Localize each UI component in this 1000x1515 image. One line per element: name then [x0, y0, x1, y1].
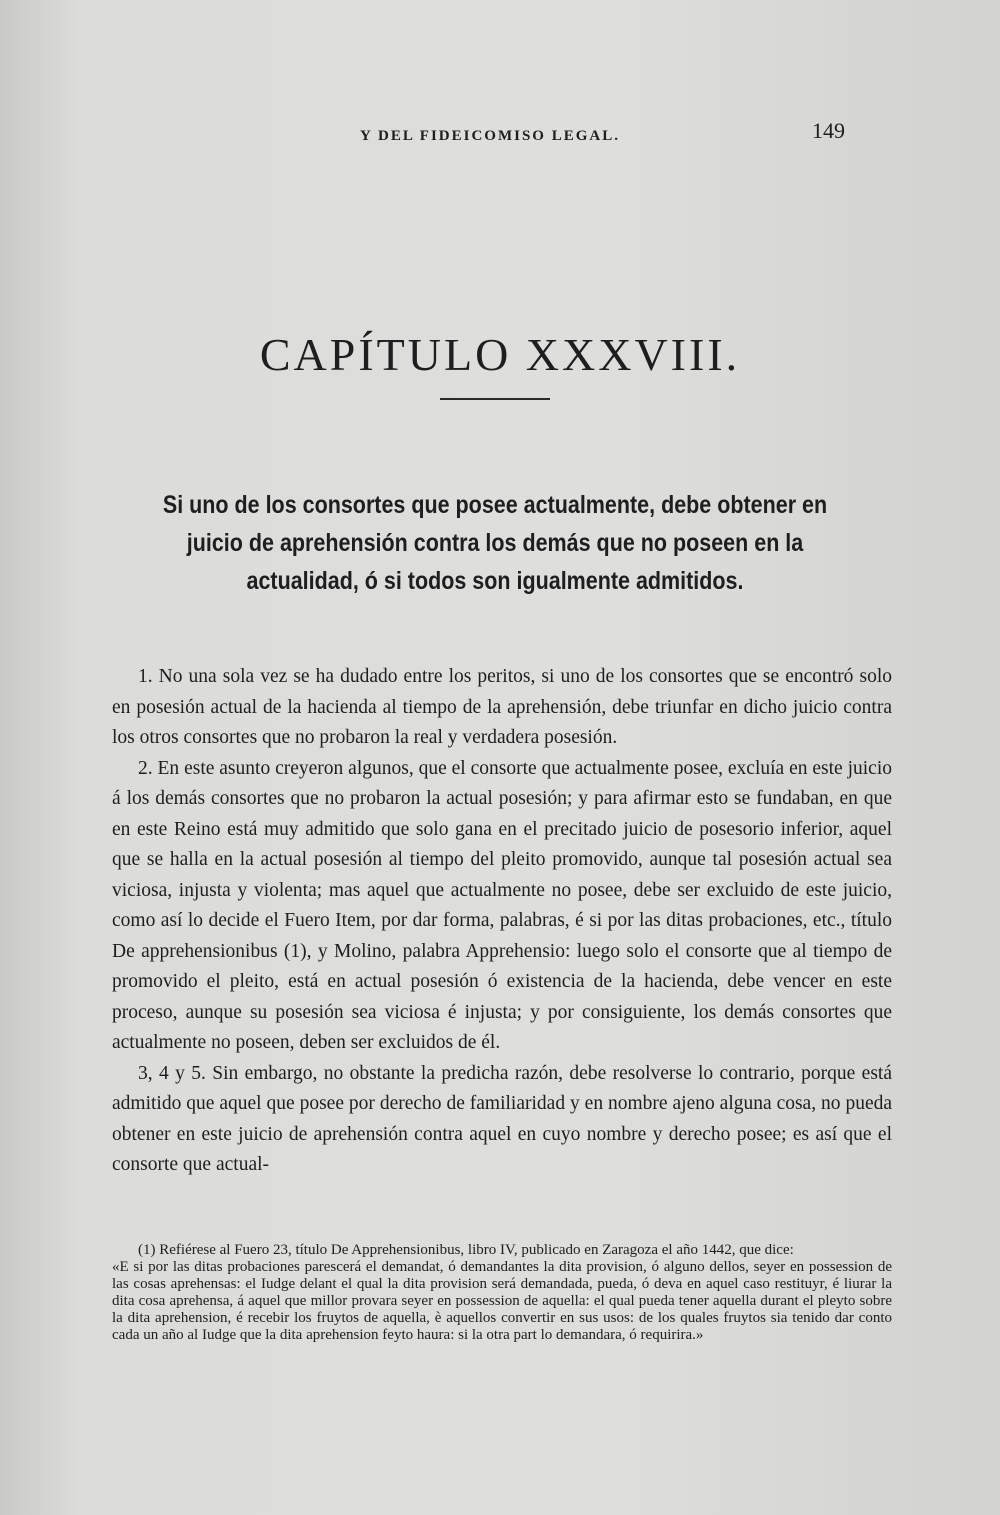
body-text: [112, 662, 892, 1181]
paragraph-1: 1. No una sola vez se ha dudado entre los peritos, si uno de los consortes que se encontró solo en posesión actual de la hacienda al tiempo de la aprehensión, debe triunfar en dicho juicio contra los otros consortes que no probaron la real y verdadera posesión.: [112, 666, 892, 748]
title-rule: [440, 398, 550, 400]
page-number: 149: [812, 118, 845, 143]
chapter-title: CAPÍTULO XXXVIII.: [259, 329, 741, 380]
footnote-intro: (1) Refiérese al Fuero 23, título De Apprehensionibus, libro IV, publicado en Zaragoza el año 1442, que dice:: [138, 1242, 794, 1258]
chapter-subtitle: Si uno de los consortes que posee actualmente, debe obtener en juicio de aprehensión contra los demás que no poseen en la actualidad, ó si todos son igualmente admitidos.: [162, 491, 828, 595]
footnotes: [112, 1242, 892, 1344]
footnote-quote: «E si por las ditas probaciones parescerá el demandat, ó demandantes la dita provision, ó alguno dellos, seyer en possession de las cosas aprehensas: el Iudge delant el qual la dita provision será demandada, pueda, ó deva en aquel caso restituyr, é liurar la dita cosa aprehensa, á aquel que millor provara seyer en possession de aquella: el qual pueda tener aquella durant el pleyto sobre la dita aprehension, é recebir los fruytos de aquella, è aquellos convertir en sus usos: de los quales fruytos sia tenido dar conto cada un año al Iudge que la dita aprehension feyto haura: si la otra part lo demandara, ó requirira.»: [112, 1259, 892, 1343]
paragraph-3: 3, 4 y 5. Sin embargo, no obstante la predicha razón, debe resolverse lo contrario, porque está admitido que aquel que posee por derecho de familiaridad y en nombre ajeno alguna cosa, no pueda obtener en este juicio de aprehensión contra aquel en cuyo nombre y derecho posee; es así que el consorte que actual-: [112, 1062, 892, 1175]
running-head: Y DEL FIDEICOMISO LEGAL.: [360, 128, 620, 144]
paragraph-2: 2. En este asunto creyeron algunos, que el consorte que actualmente posee, excluía en este juicio á los demás consortes que no probaron la actual posesión; y para afirmar esto se fundaban, en que en este Reino está muy admitido que solo gana en el precitado juicio de posesorio inferior, aquel que se halla en la actual posesión al tiempo del pleito promovido, aunque tal posesión actual sea viciosa, injusta y violenta; mas aquel que actualmente no posee, debe ser excluido de este juicio, como así lo decide el Fuero Item, por dar forma, palabras, é si por las ditas probaciones, etc., título De apprehensionibus (1), y Molino, palabra Apprehensio: luego solo el consorte que al tiempo de promovido el pleito, está en actual posesión ó existencia de la hacienda, debe vencer en este proceso, aunque su posesión sea viciosa é injusta; y por consiguiente, los demás consortes que actualmente no poseen, deben ser excluidos de él.: [112, 757, 892, 1053]
